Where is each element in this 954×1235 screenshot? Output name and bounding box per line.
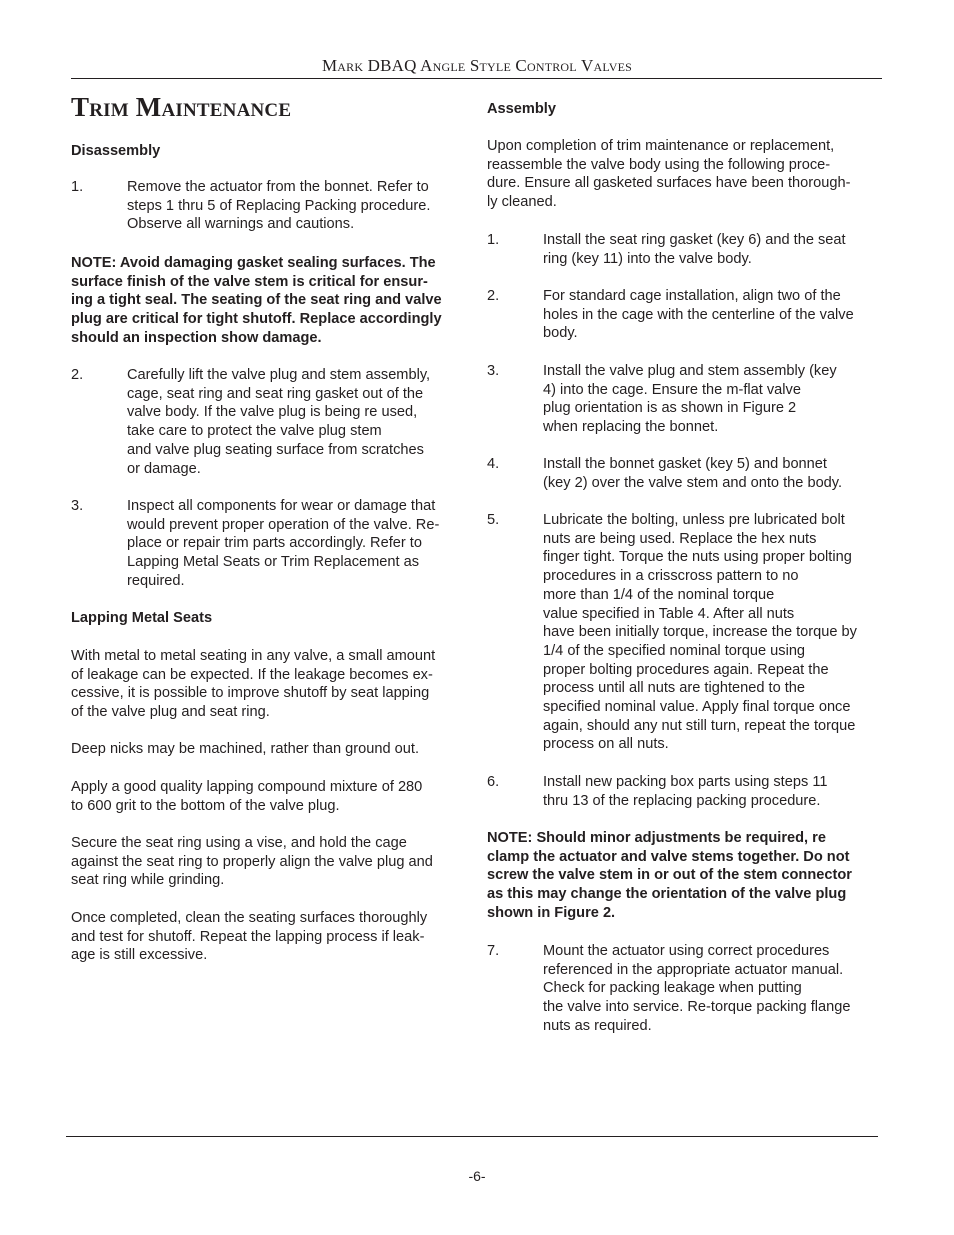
step-text: Install new packing box parts using steps 11 thru 13 of the replacing packing procedure. bbox=[543, 774, 828, 809]
footer-rule bbox=[66, 1136, 878, 1137]
lapping-paragraph-1: With metal to metal seating in any valve, a small amount of leakage can be expected. If the leakage becomes ex- cessive, it is possible to improve shutoff by seat lapping of the valve plug and seat ring. bbox=[71, 648, 436, 721]
step-text: Install the seat ring gasket (key 6) and the seat ring (key 11) into the valve body. bbox=[543, 232, 846, 267]
assembly-step-6 bbox=[487, 773, 883, 810]
assembly-step-1 bbox=[487, 231, 883, 268]
disassembly-step-3 bbox=[71, 497, 471, 591]
step-number: 1. bbox=[487, 232, 500, 248]
step-text: Install the valve plug and stem assembly (key 4) into the cage. Ensure the m-flat valve plug orientation is as shown in Figure 2 when replacing the bonnet. bbox=[543, 363, 837, 436]
running-header: Mark DBAQ Angle Style Control Valves bbox=[321, 56, 633, 75]
step-text: Mount the actuator using correct procedures referenced in the appropriate actuator manual. Check for packing leakage when putting the valve into service. Re-torque packing flange nuts as required. bbox=[543, 943, 851, 1034]
lapping-paragraph-2: Deep nicks may be machined, rather than ground out. bbox=[71, 741, 420, 757]
step-number: 3. bbox=[71, 498, 84, 514]
lapping-paragraph-5: Once completed, clean the seating surfaces thoroughly and test for shutoff. Repeat the lapping process if leak- age is still excessive. bbox=[71, 910, 428, 964]
assembly-step-7 bbox=[487, 942, 883, 1036]
step-number: 4. bbox=[487, 456, 500, 472]
lapping-paragraph-4: Secure the seat ring using a vise, and hold the cage against the seat ring to properly align the valve plug and seat ring while grinding. bbox=[71, 835, 433, 889]
step-text: Inspect all components for wear or damage that would prevent proper operation of the valve. Re- place or repair trim parts accordingly. Refer to Lapping Metal Seats or Trim Replacement as required. bbox=[127, 498, 440, 589]
step-text: Carefully lift the valve plug and stem assembly, cage, seat ring and seat ring gasket out of the valve body. If the valve plug is being re used, take care to protect the valve plug stem and valve plug seating surface from scratches or damage. bbox=[127, 367, 431, 477]
step-text: For standard cage installation, align two of the holes in the cage with the centerline of the valve body. bbox=[543, 288, 854, 342]
assembly-heading: Assembly bbox=[487, 101, 556, 117]
page-number: -6- bbox=[468, 1168, 486, 1184]
assembly-step-3 bbox=[487, 362, 883, 437]
step-number: 1. bbox=[71, 179, 84, 195]
lapping-heading: Lapping Metal Seats bbox=[71, 610, 213, 626]
step-number: 5. bbox=[487, 512, 500, 528]
disassembly-step-1 bbox=[71, 178, 471, 234]
assembly-step-5 bbox=[487, 511, 883, 754]
step-number: 3. bbox=[487, 363, 500, 379]
header-rule bbox=[71, 78, 882, 79]
lapping-paragraph-3: Apply a good quality lapping compound mixture of 280 to 600 grit to the bottom of the valve plug. bbox=[71, 779, 423, 814]
assembly-intro: Upon completion of trim maintenance or replacement, reassemble the valve body using the following proce- dure. Ensure all gasketed surfaces have been thorough- ly cleaned. bbox=[487, 138, 851, 211]
section-title: Trim Maintenance bbox=[71, 92, 292, 122]
note-gasket-surfaces: NOTE: Avoid damaging gasket sealing surfaces. The surface finish of the valve stem is critical for ensur- ing a tight seal. The seating of the seat ring and valve plug are critical for tight shutoff. Replace accordingly should an inspection show damage. bbox=[71, 255, 442, 346]
step-number: 6. bbox=[487, 774, 500, 790]
step-text: Lubricate the bolting, unless pre lubricated bolt nuts are being used. Replace the hex nuts finger tight. Torque the nuts using proper bolting procedures in a crisscross pattern to no more than 1/4 of the nominal torque value specified in Table 4. After all nuts have been initially torque, increase the torque by 1/4 of the specified nominal torque using proper bolting procedures again. Repeat the process until all nuts are tightened to the specified nominal value. Apply final torque once again, should any nut still turn, repeat the torque process on all nuts. bbox=[543, 512, 857, 753]
disassembly-heading: Disassembly bbox=[71, 143, 161, 159]
step-text: Remove the actuator from the bonnet. Refer to steps 1 thru 5 of Replacing Packing procedure. Observe all warnings and cautions. bbox=[127, 179, 431, 233]
step-number: 2. bbox=[487, 288, 500, 304]
step-text: Install the bonnet gasket (key 5) and bonnet (key 2) over the valve stem and onto the body. bbox=[543, 456, 843, 491]
assembly-step-2 bbox=[487, 287, 883, 343]
step-number: 7. bbox=[487, 943, 500, 959]
assembly-step-4 bbox=[487, 455, 883, 492]
note-minor-adjustments: NOTE: Should minor adjustments be required, re clamp the actuator and valve stems together. Do not screw the valve stem in or out of the stem connector as this may change the orientation of the valve plug shown in Figure 2. bbox=[487, 830, 852, 921]
disassembly-step-2 bbox=[71, 366, 471, 478]
step-number: 2. bbox=[71, 367, 84, 383]
